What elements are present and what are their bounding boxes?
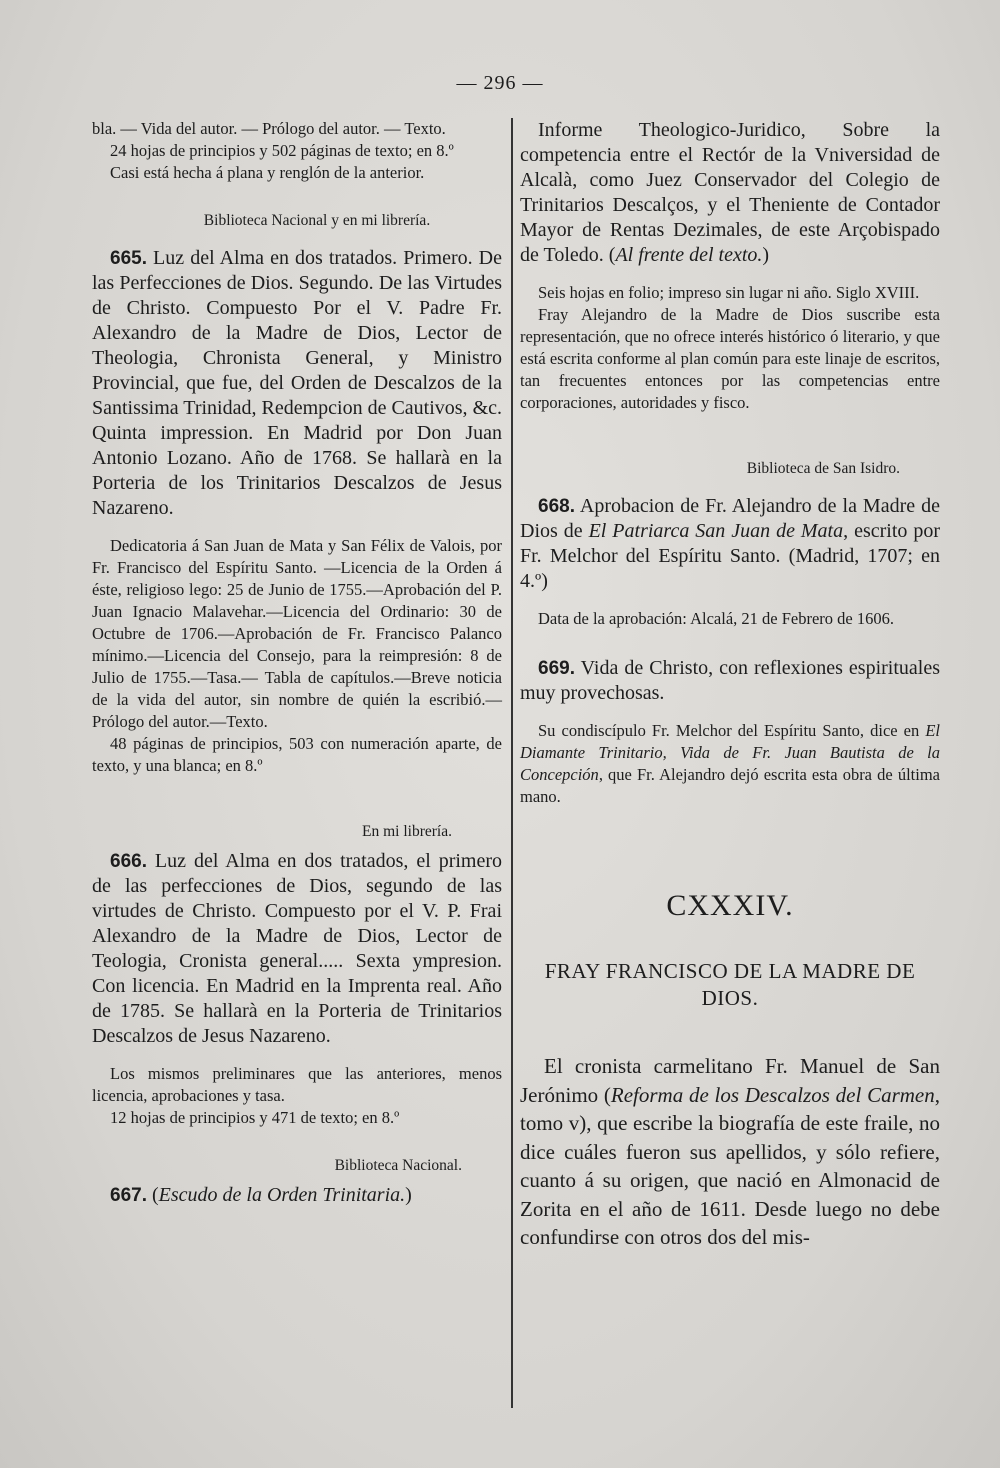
entry-664-pages: 24 hojas de principios y 502 páginas de texto; en 8.º — [110, 141, 454, 160]
entry-665-contents: Dedicatoria á San Juan de Mata y San Félix de Valois, por Fr. Francisco del Espíritu Santo. —Licencia de la Orden á éste, religioso lego: 25 de Junio de 1755.—Aprobación del P. Juan Ignacio Malavehar.—Licencia del Ordinario: 30 de Octubre de 1706.—Aprobación de Fr. Francisco Palanco mínimo.—Licencia del Consejo, para la reimpresión: 8 de Julio de 1755.—Tasa.— Tabla de capítulos.—Breve noticia de la vida del autor, sin nombre de quién la escribió.—Prólogo del autor.—Texto. — [92, 536, 502, 731]
entry-665-title: Luz del Alma en dos tratados. Primero. De las Perfecciones de Dios. Segundo. De las Virtudes de Christo. Compuesto Por el V. Padre Fr. Alexandro de la Madre de Dios, Lector de Theologia, Chronista General, y Ministro Provincial, que fue, del Orden de Descalzos de la Santissima Trinidad, Redempcion de Cautivos, &c. Quinta impression. En Madrid por Don Juan Antonio Lozano. Año de 1768. Se hallarà en la Porteria de los Trinitarios Descalzos de Jesus Nazareno. — [92, 247, 502, 519]
entry-669: 669. Vida de Christo, con reflexiones espirituales muy provechosas. — [520, 657, 941, 704]
entry-664-note: Casi está hecha á plana y renglón de la anterior. — [110, 163, 425, 182]
entry-666-contents: Los mismos preliminares que las anteriores, menos licencia, aprobaciones y tasa. — [92, 1064, 502, 1105]
entry-664-tail: bla. — Vida del autor. — Prólogo del autor. — Texto. — [92, 119, 446, 138]
chapter-number: CXXXIV. — [666, 889, 794, 922]
entry-665-pages: 48 páginas de principios, 503 con numeración aparte, de texto, y una blanca; en 8.º — [92, 734, 502, 775]
location-664: Biblioteca Nacional y en mi librería. — [203, 212, 431, 229]
entry-667-title: Escudo de la Orden Trinitaria. — [158, 1184, 406, 1206]
entry-668: 668. Aprobacion de Fr. Alejandro de la Madre de Dios de El Patriarca San Juan de Mata, escrito por Fr. Melchor del Espíritu Santo. (Madrid, 1707; en 4.º) — [520, 495, 940, 592]
chapter-body: El cronista carmelitano Fr. Manuel de San Jerónimo (Reforma de los Descalzos del Carmen, tomo v), que escribe la biografía de este fraile, no dice cuáles fueron sus apellidos, y sólo refiere, cuanto á su origen, que nació en Almonacid de Zorita en el año de 1611. Desde luego no debe confundirse con otros dos del mis- — [520, 1054, 940, 1249]
entry-665 — [92, 246, 502, 521]
entry-666 — [92, 849, 502, 1049]
entry-669-note: Su condiscípulo Fr. Melchor del Espíritu Santo, dice en El Diamante Trinitario, Vida de Fr. Juan Bautista de la Concepción, que Fr. Alejandro dejó escrita esta obra de última mano. — [520, 721, 940, 806]
entry-668-note: Data de la aprobación: Alcalá, 21 de Febrero de 1606. — [538, 609, 894, 628]
entry-667-note: Fray Alejandro de la Madre de Dios suscribe esta representación, que no ofrece interés histórico ó literario, y que está escrita conforme al plan común para este linaje de escritos, tan frecuentes entonces por las competencias entre corporaciones, autoridades y fisco. — [520, 305, 940, 412]
entry-666-title: Luz del Alma en dos tratados, el primero de las perfecciones de Dios, segundo de las virtudes de Christo. Compuesto por el V. P. Frai Alexandro de la Madre de Dios, Lector de Teologia, Cronista general..... Sexta ympresion. Con licencia. En Madrid en la Imprenta real. Año de 1785. Se hallarà en la Porteria de Trinitarios Descalzos de Jesus Nazareno. — [92, 850, 503, 1047]
entry-number: 667. — [110, 1185, 147, 1206]
entry-667-pages: Seis hojas en folio; impreso sin lugar ni año. Siglo XVIII. — [538, 283, 920, 302]
entry-667: 667. (Escudo de la Orden Trinitaria.) — [110, 1184, 412, 1206]
location-666: Biblioteca Nacional. — [334, 1157, 462, 1174]
chapter-title: FRAY FRANCISCO DE LA MADRE DE DIOS. — [544, 959, 916, 1010]
entry-number: 666. — [110, 851, 147, 872]
column-divider — [511, 118, 513, 1408]
entry-number: 669. — [538, 658, 575, 679]
entry-number: 668. — [538, 496, 575, 517]
left-column — [92, 118, 502, 1208]
entry-666-pages: 12 hojas de principios y 471 de texto; en 8.º — [110, 1108, 400, 1127]
location-667: Biblioteca de San Isidro. — [746, 460, 900, 477]
entry-667-continued: Informe Theologico-Juridico, Sobre la competencia entre el Rectór de la Vniversidad de Alcalà, como Juez Conservador del Colegio de Trinitarios Descalços, y el Theniente de Contador Mayor de Rentas Dezimales, de este Arçobispado de Toledo. (Al frente del texto.) — [520, 119, 940, 266]
page-number: — 296 — — [456, 72, 544, 94]
location-665: En mi librería. — [362, 823, 452, 840]
entry-number: 665. — [110, 248, 147, 269]
right-column — [520, 118, 940, 1252]
